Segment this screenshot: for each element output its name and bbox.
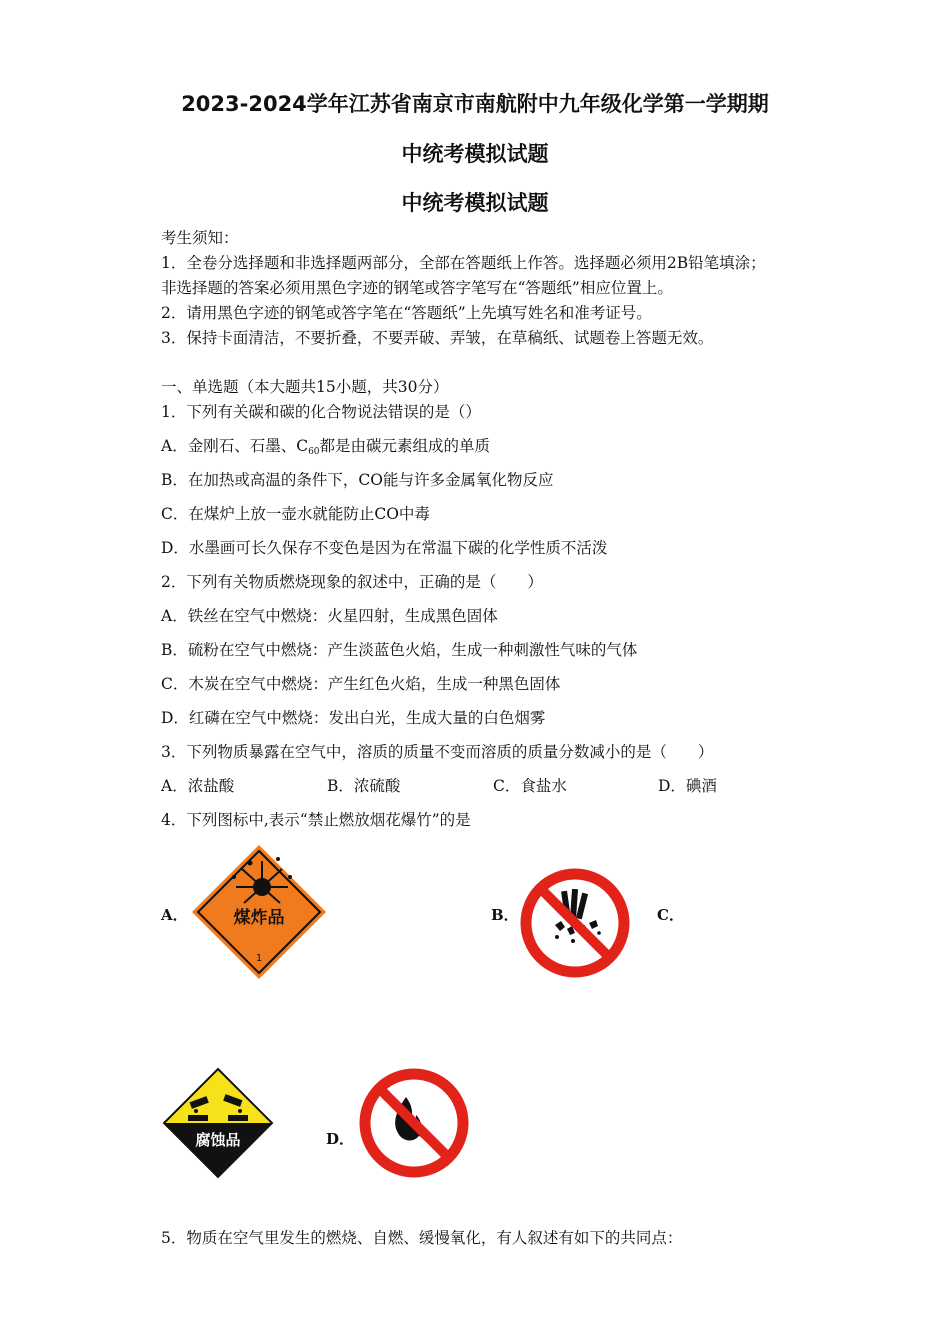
notice-item-1-cont: 非选择题的答案必须用黑色字迹的钢笔或答字笔写在“答题纸”相应位置上。 — [161, 279, 673, 297]
doc-title-line3: 中统考模拟试题 — [401, 191, 549, 215]
q4-label-d: D． — [326, 1130, 355, 1148]
explosives-sign-text: 煤炸品 — [233, 908, 285, 928]
notice-item-1: 1．全卷分选择题和非选择题两部分，全部在答题纸上作答。选择题必须用2B铅笔填涂； — [161, 254, 766, 272]
q1-option-a-text: A．金刚石、石墨、C — [161, 437, 309, 455]
corrosive-sign-icon — [162, 1067, 274, 1179]
notice-heading: 考生须知： — [161, 229, 239, 247]
q4-label-c: C． — [657, 906, 684, 924]
q2-stem: 2．下列有关物质燃烧现象的叙述中，正确的是（ ） — [161, 573, 543, 591]
q2-option-a: A．铁丝在空气中燃烧：火星四射，生成黑色固体 — [161, 607, 498, 625]
q3-stem: 3．下列物质暴露在空气中，溶质的质量不变而溶质的质量分数减小的是（ ） — [161, 743, 714, 761]
corrosive-sign-text: 腐蚀品 — [195, 1131, 241, 1149]
q2-option-d: D．红磷在空气中燃烧：发出白光，生成大量的白色烟雾 — [161, 709, 546, 727]
q3-option-a: A．浓盐酸 — [161, 777, 235, 795]
q1-option-d: D．水墨画可长久保存不变色是因为在常温下碳的化学性质不活泼 — [161, 539, 608, 557]
no-fireworks-sign-icon — [519, 867, 631, 979]
q4-stem: 4．下列图标中,表示“禁止燃放烟花爆竹”的是 — [161, 811, 471, 829]
q1-option-c: C．在煤炉上放一壶水就能防止CO中毒 — [161, 505, 430, 523]
no-open-flame-sign-icon — [358, 1067, 470, 1179]
q1-option-a-subscript: 60 — [308, 447, 320, 457]
doc-title-line2: 中统考模拟试题 — [401, 142, 549, 166]
q1-stem: 1．下列有关碳和碳的化合物说法错误的是（） — [161, 403, 481, 421]
q5-stem: 5．物质在空气里发生的燃烧、自燃、缓慢氧化，有人叙述有如下的共同点： — [161, 1229, 683, 1247]
q1-option-b: B．在加热或高温的条件下，CO能与许多金属氧化物反应 — [161, 471, 554, 489]
q2-option-b: B．硫粉在空气中燃烧：产生淡蓝色火焰，生成一种刺激性气味的气体 — [161, 641, 638, 659]
q4-label-a: A． — [161, 906, 188, 924]
q4-label-b: B． — [491, 906, 519, 924]
q1-option-a — [161, 434, 490, 456]
q3-option-b: B．浓硫酸 — [327, 777, 401, 795]
q2-option-c: C．木炭在空气中燃烧：产生红色火焰，生成一种黑色固体 — [161, 675, 561, 693]
notice-item-2: 2．请用黑色字迹的钢笔或答字笔在“答题纸”上先填写姓名和准考证号。 — [161, 304, 652, 322]
q3-option-d: D．碘酒 — [658, 777, 717, 795]
notice-item-3: 3．保持卡面清洁，不要折叠，不要弄破、弄皱，在草稿纸、试题卷上答题无效。 — [161, 329, 714, 347]
q1-option-a-text-end: 都是由碳元素组成的单质 — [319, 437, 491, 455]
explosives-sign-number: 1 — [255, 953, 263, 964]
section-heading: 一、单选题（本大题共15小题，共30分） — [161, 378, 449, 396]
doc-title-line1: 2023-2024学年江苏省南京市南航附中九年级化学第一学期期 — [181, 92, 769, 116]
explosives-sign-icon — [190, 843, 328, 981]
q3-option-c: C．食盐水 — [493, 777, 567, 795]
